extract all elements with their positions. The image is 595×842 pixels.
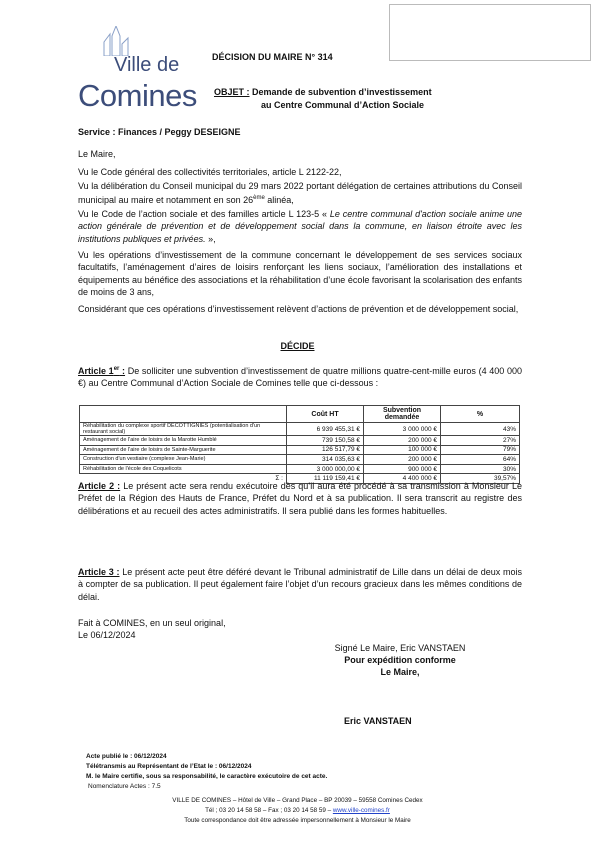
table-header-cell: Coût HT [287, 406, 364, 423]
objet-line1: Demande de subvention d’investissement [252, 87, 432, 97]
table-row [80, 455, 520, 465]
table-cell: Aménagement de l'aire de loisirs de Sainte-Marguerite [80, 445, 287, 455]
decision-title: DÉCISION DU MAIRE N° 314 [212, 52, 333, 62]
para-deliberation [78, 180, 522, 207]
fait-date: Le 06/12/2024 [78, 630, 136, 640]
table-cell: 200 000 € [364, 455, 441, 465]
objet-block [214, 86, 432, 112]
table-cell: 79% [441, 445, 520, 455]
table-cell: 27% [441, 436, 520, 446]
table-total-cell: 4 400 000 € [364, 474, 441, 484]
table-cell: 739 150,58 € [287, 436, 364, 446]
table-cell: 900 000 € [364, 464, 441, 474]
logo-text-ville: Ville de [114, 54, 180, 76]
table-cell: 200 000 € [364, 436, 441, 446]
para-cgct: Vu le Code général des collectivités territoriales, article L 2122-22, [78, 167, 342, 177]
article-1-colon: : [119, 366, 126, 376]
table-header-row [80, 406, 520, 423]
article-2 [78, 480, 522, 517]
decide-heading: DÉCIDE [280, 341, 315, 351]
table-header-cell: Subvention demandée [364, 406, 441, 423]
table-cell: 3 000 000,00 € [287, 464, 364, 474]
acte-certification: M. le Maire certifie, sous sa responsabilité, le caractère exécutoire de cet acte. [86, 773, 328, 780]
signature-line1: Signé Le Maire, Eric VANSTAEN [334, 643, 466, 653]
article-3-label: Article 3 : [78, 567, 120, 577]
table-row [80, 423, 520, 436]
logo-text-comines: Comines [78, 78, 197, 113]
table-cell: 3 000 000 € [364, 423, 441, 436]
subvention-table [79, 405, 520, 484]
objet-label: OBJET : [214, 87, 250, 97]
footer-website-link[interactable]: www.ville-comines.fr [332, 807, 390, 814]
church-icon [98, 26, 138, 56]
fait-line1: Fait à COMINES, en un seul original, [78, 618, 226, 628]
para-deliberation-end: alinéa, [264, 195, 294, 206]
para-code-quote: Le centre communal d'action sociale anime une action générale de prévention et de développement social dans la commune, en liaison étroite avec les institutions publiques et privées. [78, 209, 523, 244]
fait-block [78, 617, 226, 641]
acte-block [86, 752, 327, 782]
para-operations: Vu les opérations d’investissement de la commune concernant le développement de ses services sociaux facultatifs, l’aménagement d’aires de loisirs renforçant les liens sociaux, l’amélioration des installations et équipements au bénéfice des associations et la réhabilitation d’une école favorisant la scolarisation des enfants de moins de 3 ans, [78, 250, 522, 298]
table-cell: 6 939 455,31 € [287, 423, 364, 436]
table-cell: 100 000 € [364, 445, 441, 455]
objet-line2: au Centre Communal d’Action Sociale [261, 100, 425, 110]
article-2-text: Le présent acte sera rendu exécutoire dès qu’il aura été procédé à sa transmission à Monsieur Le Préfet de la Région des Hauts de France, Préfet du Nord et à sa publication. Il sera transcrit au registre des délibérations et au recueil des actes administratifs. Il sera publié dans les formes habituelles. [78, 481, 522, 516]
signer-name: Eric VANSTAEN [344, 716, 412, 726]
city-logo [76, 26, 196, 111]
table-cell: 314 035,63 € [287, 455, 364, 465]
para-code-text: Vu le Code de l’action sociale et des familles article L 123-5 « [78, 209, 330, 219]
table-row [80, 464, 520, 474]
table-cell: 64% [441, 455, 520, 465]
footer-phone-fax: Tél ; 03 20 14 58 58 – Fax ; 03 20 14 58 59 – [205, 807, 333, 814]
table-row [80, 445, 520, 455]
table-cell: 126 517,79 € [287, 445, 364, 455]
table-cell: Réhabilitation du complexe sportif DECOTTIGNIES (potentialisation d'un restaurant social) [80, 423, 287, 436]
table-cell: Aménagement de l'aire de loisirs de la Marotte Humblé [80, 436, 287, 446]
para-code-end: », [205, 233, 216, 244]
para-deliberation-sup: ème [253, 195, 265, 202]
article-1-sup: er [113, 366, 120, 372]
article-1-text: De solliciter une subvention d’investissement de quatre millions quatre-cent-mille euros (4 400 000 €) au Centre Communal d’Action Sociale de Comines telle que ci-dessous : [78, 366, 522, 389]
para-code-action-sociale [78, 208, 522, 245]
para-maire: Le Maire, [78, 149, 116, 159]
footer-correspondence: Toute correspondance doit être adressée impersonnellement à Monsieur le Maire [184, 817, 411, 824]
article-1-label [78, 366, 125, 376]
table-cell: Construction d'un vestiaire (complexe Jean-Marie) [80, 455, 287, 465]
signature-line3: Le Maire, [380, 667, 420, 677]
table-row [80, 436, 520, 446]
para-deliberation-text: Vu la délibération du Conseil municipal du 29 mars 2022 portant délégation de certaines attributions du Conseil municipal au maire et notamment en son 26 [78, 181, 522, 206]
table-cell: Réhabilitation de l'école des Coquelicots [80, 464, 287, 474]
signature-block [300, 642, 500, 678]
acte-nomenclature: Nomenclature Actes : 7.5 [88, 783, 161, 790]
table-total-label: Σ : [80, 474, 287, 484]
table-total-cell: 11 119 159,41 € [287, 474, 364, 484]
footer-address: VILLE DE COMINES – Hôtel de Ville – Grand Place – BP 20039 – 59558 Comines Cedex [172, 797, 423, 804]
article-1 [78, 363, 522, 390]
table-total-cell: 39,57% [441, 474, 520, 484]
article-2-label: Article 2 : [78, 481, 121, 491]
acte-transmitted: Télétransmis au Représentant de l’Etat le : 06/12/2024 [86, 763, 252, 770]
article-3 [78, 566, 522, 603]
footer-contact [0, 806, 595, 816]
table-header-cell [80, 406, 287, 423]
table-header-cell: % [441, 406, 520, 423]
para-considerant: Considérant que ces opérations d’investissement relèvent d’actions de prévention et de développement social, [78, 304, 519, 314]
service-line: Service : Finances / Peggy DESEIGNE [78, 127, 241, 137]
table-cell: 30% [441, 464, 520, 474]
acte-published: Acte publié le : 06/12/2024 [86, 753, 167, 760]
article-3-text: Le présent acte peut être déféré devant le Tribunal administratif de Lille dans un délai de deux mois à compter de sa publication. Il peut également faire l’objet d’un recours gracieux dans les mêmes conditions de délai. [78, 567, 523, 602]
stamp-box [389, 4, 591, 61]
signature-line2: Pour expédition conforme [344, 655, 456, 665]
article-1-label-text: Article 1 [78, 366, 114, 376]
table-cell: 43% [441, 423, 520, 436]
